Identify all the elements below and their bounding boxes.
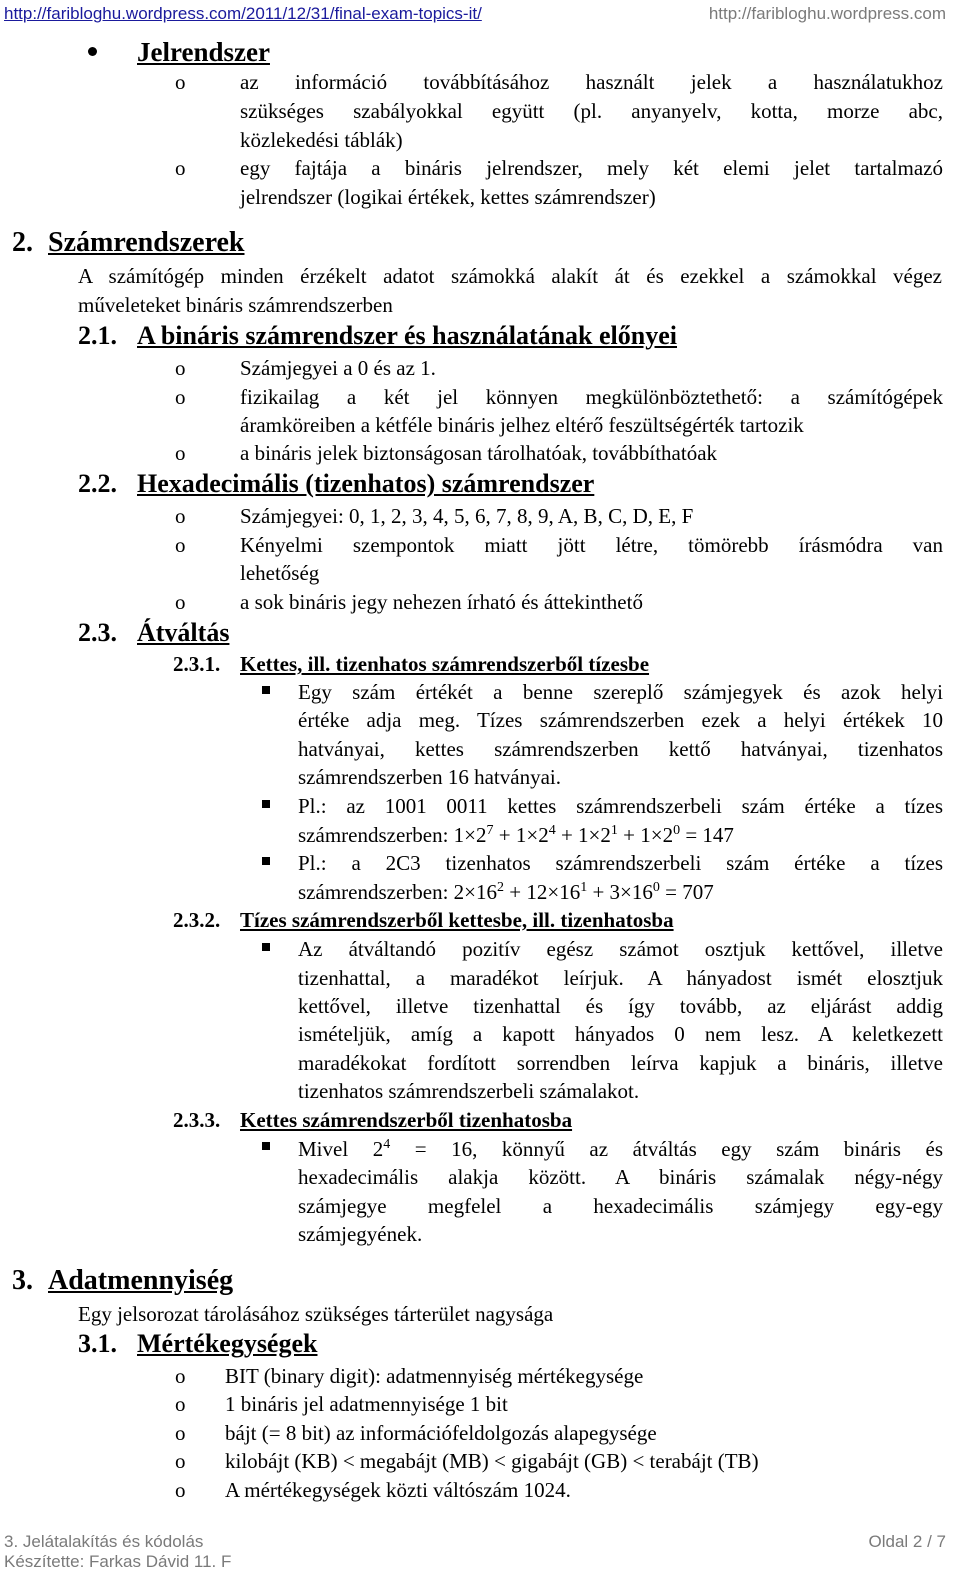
section-title-adatmennyiseg: Adatmennyiség [48, 1265, 234, 1296]
bullet-text: Pl.: az 1001 0011 kettes számrendszerbeli szám értéke a tízes [298, 794, 943, 818]
list-marker: o [175, 356, 186, 380]
header-url-link[interactable]: http://faribloghu.wordpress.com/2011/12/31/final-exam-topics-it/ [4, 4, 482, 23]
bullet-text: kettővel, illetve tizenhattal és így tovább, az eljárást addig [298, 994, 943, 1018]
section-title-jelrendszer: Jelrendszer [137, 37, 270, 67]
bullet-dot [88, 47, 97, 56]
formula-line: Mivel $2^4 = 16$, könnyű az átváltás egy szám bináris és [298, 1137, 943, 1161]
subsection-title: A bináris számrendszer és használatának előnyei [137, 321, 678, 350]
section-number: 3. [12, 1265, 33, 1296]
footer-chapter: 3. Jelátalakítás és kódolás [4, 1532, 204, 1551]
list-item-text: áramköreiben a kétféle bináris jelhez eltérő feszültségérték tartozik [240, 413, 804, 437]
paragraph-line: A számítógép minden érzékelt adatot számokká alakít át és ezekkel a számokkal végez [78, 264, 942, 288]
list-marker: o [175, 70, 186, 94]
square-bullet [262, 857, 270, 865]
formula-line: számrendszerben: $1\times 2^7 + 1\times 2^4 + 1\times 2^1 + 1\times 2^0 = 147$ [298, 823, 734, 847]
list-marker: o [175, 1449, 186, 1473]
list-item-text: kilobájt (KB) < megabájt (MB) < gigabájt (GB) < terabájt (TB) [225, 1449, 759, 1473]
list-item-text: a bináris jelek biztonságosan tárolhatóak, továbbíthatóak [240, 441, 718, 465]
bullet-text: Az átváltandó pozitív egész számot osztjuk kettővel, illetve [298, 937, 943, 961]
page-header [4, 4, 946, 26]
list-item-text: Számjegyei: 0, 1, 2, 3, 4, 5, 6, 7, 8, 9, A, B, C, D, E, F [240, 504, 694, 528]
list-item-text: fizikailag a két jel könnyen megkülönböztethető: a számítógépek [240, 385, 943, 409]
square-bullet [262, 1142, 270, 1150]
subsection-number: 2.2. [78, 469, 117, 498]
bullet-text: értéke adja meg. Tízes számrendszerben ezek a helyi értékek 10 [298, 708, 943, 732]
list-marker: o [175, 1421, 186, 1445]
subsection-title: Átváltás [137, 618, 230, 647]
list-marker: o [175, 1392, 186, 1416]
list-item-text: A mértékegységek közti váltószám 1024. [225, 1478, 571, 1502]
list-item-text: 1 bináris jel adatmennyisége 1 bit [225, 1392, 508, 1416]
bullet-text: hatványai, kettes számrendszerben kettő hatványai, tizenhatos [298, 737, 943, 761]
list-marker: o [175, 1478, 186, 1502]
square-bullet [262, 800, 270, 808]
list-item-text: egy fajtája a bináris jelrendszer, mely két elemi jelet tartalmazó [240, 156, 943, 180]
square-bullet [262, 943, 270, 951]
list-item-text: a sok bináris jegy nehezen írható és áttekinthető [240, 590, 643, 614]
subsubsection-number: 2.3.1. [173, 652, 221, 676]
list-item-text: Számjegyei a 0 és az 1. [240, 356, 436, 380]
paragraph-line: műveleteket bináris számrendszerben [78, 293, 393, 317]
formula-line: számrendszerben: $2\times 16^2 + 12\times 16^1 + 3\times 16^0 = 707$ [298, 880, 714, 904]
subsection-number: 2.3. [78, 618, 117, 647]
bullet-text: ismételjük, amíg a kapott hányados 0 nem lesz. A keletkezett [298, 1022, 943, 1046]
list-marker: o [175, 156, 186, 180]
list-item-text: közlekedési táblák) [240, 128, 403, 152]
list-marker: o [175, 533, 186, 557]
list-item-text: szükséges szabályokkal együtt (pl. anyanyelv, kotta, morze abc, [240, 99, 943, 123]
subsection-title: Hexadecimális (tizenhatos) számrendszer [137, 469, 595, 498]
subsubsection-title: Tízes számrendszerből kettesbe, ill. tizenhatosba [240, 908, 674, 932]
bullet-text: tizenhatos számrendszerbeli számalakot. [298, 1079, 640, 1103]
bullet-text: számjegye megfelel a hexadecimális számjegy egy-egy [298, 1194, 943, 1218]
subsubsection-number: 2.3.3. [173, 1108, 221, 1132]
subsection-number: 3.1. [78, 1329, 117, 1358]
list-item-text: az információ továbbításához használt jelek a használatukhoz [240, 70, 943, 94]
subsubsection-title: Kettes, ill. tizenhatos számrendszerből tízesbe [240, 652, 650, 676]
header-site-url: http://faribloghu.wordpress.com [708, 4, 946, 23]
subsection-number: 2.1. [78, 321, 117, 350]
list-item-text: BIT (binary digit): adatmennyiség mértékegysége [225, 1364, 644, 1388]
list-marker: o [175, 504, 186, 528]
list-marker: o [175, 441, 186, 465]
subsection-title: Mértékegységek [137, 1329, 318, 1358]
bullet-text: hexadecimális alakja között. A bináris számalak négy-négy [298, 1165, 943, 1189]
page-footer [4, 1532, 946, 1592]
bullet-text: Pl.: a 2C3 tizenhatos számrendszerbeli szám értéke a tízes [298, 851, 943, 875]
subsubsection-title: Kettes számrendszerből tizenhatosba [240, 1108, 573, 1132]
list-item-text: bájt (= 8 bit) az információfeldolgozás alapegysége [225, 1421, 657, 1445]
bullet-text: maradékokat fordított sorrendben leírva kapjuk a bináris, illetve [298, 1051, 943, 1075]
list-item-text: lehetőség [240, 561, 320, 585]
subsubsection-number: 2.3.2. [173, 908, 221, 932]
footer-page-number: Oldal 2 / 7 [868, 1532, 946, 1551]
list-marker: o [175, 590, 186, 614]
bullet-text: tizenhattal, a maradékot leírjuk. A hányadost ismét elosztjuk [298, 966, 943, 990]
list-marker: o [175, 1364, 186, 1388]
footer-author: Készítette: Farkas Dávid 11. F [4, 1552, 232, 1571]
section-title-szamrendszerek: Számrendszerek [48, 227, 245, 258]
paragraph-line: Egy jelsorozat tárolásához szükséges tárterület nagysága [78, 1302, 554, 1326]
list-item-text: Kényelmi szempontok miatt jött létre, tömörebb írásmódra van [240, 533, 943, 557]
bullet-text: számjegyének. [298, 1222, 423, 1246]
list-item-text: jelrendszer (logikai értékek, kettes számrendszer) [240, 185, 656, 209]
square-bullet [262, 686, 270, 694]
list-marker: o [175, 385, 186, 409]
section-number: 2. [12, 227, 33, 258]
bullet-text: számrendszerben 16 hatványai. [298, 765, 561, 789]
bullet-text: Egy szám értékét a benne szereplő számjegyek és azok helyi [298, 680, 943, 704]
